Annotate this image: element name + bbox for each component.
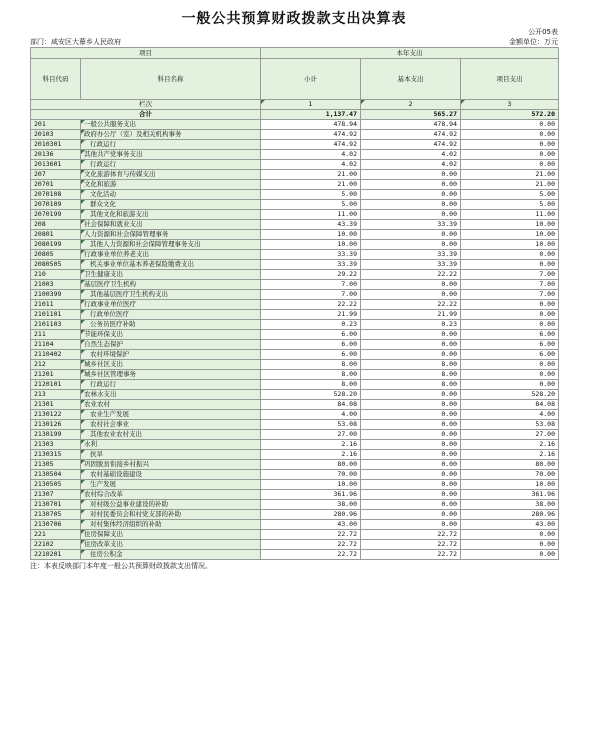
table-row (31, 160, 559, 170)
row-project: 361.96 (461, 490, 559, 500)
row-basic: 0.00 (361, 410, 461, 420)
row-subtotal: 4.00 (261, 410, 361, 420)
row-subtotal: 38.00 (261, 500, 361, 510)
row-basic: 0.00 (361, 340, 461, 350)
row-name: 一般公共服务支出 (81, 120, 261, 130)
row-name: 农村综合改革 (81, 490, 261, 500)
row-code: 21104 (31, 340, 81, 350)
table-row (31, 470, 559, 480)
row-code: 21011 (31, 300, 81, 310)
table-row (31, 240, 559, 250)
row-basic: 0.23 (361, 320, 461, 330)
table-row (31, 260, 559, 270)
table-row (31, 540, 559, 550)
table-row (31, 490, 559, 500)
row-project: 0.00 (461, 380, 559, 390)
row-name: 对村民委员会和村党支部的补助 (81, 510, 261, 520)
header-code: 科目代码 (31, 59, 81, 100)
row-project: 80.00 (461, 460, 559, 470)
row-subtotal: 10.00 (261, 480, 361, 490)
row-basic: 0.00 (361, 280, 461, 290)
row-subtotal: 43.39 (261, 220, 361, 230)
total-project: 572.20 (461, 110, 559, 120)
row-code: 20136 (31, 150, 81, 160)
row-subtotal: 6.00 (261, 340, 361, 350)
row-name: 社会保障和就业支出 (81, 220, 261, 230)
row-basic: 0.00 (361, 350, 461, 360)
table-row (31, 430, 559, 440)
header-project-expense: 项目支出 (461, 59, 559, 100)
table-row (31, 270, 559, 280)
row-name: 农村社会事业 (81, 420, 261, 430)
table-row (31, 200, 559, 210)
row-code: 210 (31, 270, 81, 280)
row-basic: 0.00 (361, 430, 461, 440)
row-subtotal: 10.00 (261, 240, 361, 250)
row-basic: 0.00 (361, 480, 461, 490)
row-code: 2130705 (31, 510, 81, 520)
row-subtotal: 22.72 (261, 540, 361, 550)
row-subtotal: 6.00 (261, 330, 361, 340)
row-code: 2130199 (31, 430, 81, 440)
row-basic: 0.00 (361, 180, 461, 190)
table-row (31, 310, 559, 320)
row-subtotal: 478.94 (261, 120, 361, 130)
row-code: 2130701 (31, 500, 81, 510)
row-code: 2130505 (31, 480, 81, 490)
row-name: 农村基础设施建设 (81, 470, 261, 480)
table-row (31, 370, 559, 380)
row-code: 2130126 (31, 420, 81, 430)
table-row (31, 550, 559, 560)
row-name: 人力资源和社会保障管理事务 (81, 230, 261, 240)
row-basic: 33.39 (361, 250, 461, 260)
row-name: 抗旱 (81, 450, 261, 460)
row-project: 0.00 (461, 550, 559, 560)
row-name: 农业生产发展 (81, 410, 261, 420)
row-project: 7.00 (461, 270, 559, 280)
row-code: 21201 (31, 370, 81, 380)
row-subtotal: 22.72 (261, 530, 361, 540)
table-row (31, 230, 559, 240)
row-code: 2130504 (31, 470, 81, 480)
row-name: 农村环境保护 (81, 350, 261, 360)
row-project: 2.16 (461, 440, 559, 450)
row-project: 0.00 (461, 140, 559, 150)
row-basic: 0.00 (361, 450, 461, 460)
row-code: 20801 (31, 230, 81, 240)
row-subtotal: 21.99 (261, 310, 361, 320)
row-project: 0.00 (461, 250, 559, 260)
row-code: 2070109 (31, 200, 81, 210)
row-basic: 8.00 (361, 380, 461, 390)
row-basic: 0.00 (361, 190, 461, 200)
row-project: 7.00 (461, 290, 559, 300)
row-name: 文化活动 (81, 190, 261, 200)
row-name: 文化和旅游 (81, 180, 261, 190)
report-title: 一般公共预算财政拨款支出决算表 (181, 11, 407, 27)
row-subtotal: 43.00 (261, 520, 361, 530)
seq-2: 2 (361, 100, 461, 110)
seq-1: 1 (261, 100, 361, 110)
row-name: 基层医疗卫生机构 (81, 280, 261, 290)
row-basic: 474.92 (361, 130, 461, 140)
row-subtotal: 5.00 (261, 190, 361, 200)
row-subtotal: 11.00 (261, 210, 361, 220)
table-row (31, 150, 559, 160)
row-project: 43.00 (461, 520, 559, 530)
row-basic: 0.00 (361, 390, 461, 400)
table-row (31, 480, 559, 490)
row-project: 0.00 (461, 120, 559, 130)
row-name: 其他人力资源和社会保障管理事务支出 (81, 240, 261, 250)
row-basic: 33.39 (361, 220, 461, 230)
row-code: 21307 (31, 490, 81, 500)
table-row (31, 210, 559, 220)
row-subtotal: 53.08 (261, 420, 361, 430)
row-basic: 478.94 (361, 120, 461, 130)
row-subtotal: 361.96 (261, 490, 361, 500)
row-project: 10.00 (461, 480, 559, 490)
row-name: 其他基层医疗卫生机构支出 (81, 290, 261, 300)
row-project: 27.00 (461, 430, 559, 440)
row-subtotal: 8.00 (261, 360, 361, 370)
row-code: 211 (31, 330, 81, 340)
row-basic: 0.00 (361, 290, 461, 300)
table-row (31, 530, 559, 540)
row-project: 10.00 (461, 220, 559, 230)
row-basic: 0.00 (361, 460, 461, 470)
table-row (31, 420, 559, 430)
row-project: 0.00 (461, 310, 559, 320)
row-subtotal: 21.00 (261, 170, 361, 180)
table-row (31, 410, 559, 420)
table-row (31, 450, 559, 460)
row-basic: 4.02 (361, 160, 461, 170)
row-subtotal: 29.22 (261, 270, 361, 280)
table-row (31, 510, 559, 520)
row-subtotal: 22.72 (261, 550, 361, 560)
table-row (31, 140, 559, 150)
row-name: 其他农业农村支出 (81, 430, 261, 440)
row-code: 2013601 (31, 160, 81, 170)
row-project: 6.00 (461, 350, 559, 360)
row-basic: 0.00 (361, 240, 461, 250)
row-basic: 0.00 (361, 520, 461, 530)
row-code: 2210201 (31, 550, 81, 560)
row-subtotal: 10.00 (261, 230, 361, 240)
header-subtotal: 小计 (261, 59, 361, 100)
table-row (31, 120, 559, 130)
row-project: 0.00 (461, 540, 559, 550)
row-subtotal: 5.00 (261, 200, 361, 210)
row-subtotal: 8.00 (261, 380, 361, 390)
table-row (31, 390, 559, 400)
seq-3: 3 (461, 100, 559, 110)
row-basic: 0.00 (361, 330, 461, 340)
row-basic: 8.00 (361, 370, 461, 380)
row-code: 2080505 (31, 260, 81, 270)
row-name: 行政事业单位医疗 (81, 300, 261, 310)
row-basic: 0.00 (361, 440, 461, 450)
row-basic: 0.00 (361, 400, 461, 410)
row-code: 20701 (31, 180, 81, 190)
row-subtotal: 474.92 (261, 130, 361, 140)
row-subtotal: 21.00 (261, 180, 361, 190)
table-row (31, 500, 559, 510)
row-project: 5.00 (461, 200, 559, 210)
row-code: 21003 (31, 280, 81, 290)
row-name: 水利 (81, 440, 261, 450)
row-subtotal: 280.96 (261, 510, 361, 520)
row-project: 21.00 (461, 170, 559, 180)
row-code: 20805 (31, 250, 81, 260)
row-project: 7.00 (461, 280, 559, 290)
row-code: 21303 (31, 440, 81, 450)
row-basic: 0.00 (361, 490, 461, 500)
row-subtotal: 33.39 (261, 260, 361, 270)
header-name: 科目名称 (81, 59, 261, 100)
row-project: 0.00 (461, 360, 559, 370)
row-project: 280.96 (461, 510, 559, 520)
row-name: 住房保障支出 (81, 530, 261, 540)
row-project: 0.00 (461, 300, 559, 310)
row-code: 2110402 (31, 350, 81, 360)
row-subtotal: 8.00 (261, 370, 361, 380)
row-basic: 22.22 (361, 270, 461, 280)
row-subtotal: 70.00 (261, 470, 361, 480)
row-code: 208 (31, 220, 81, 230)
row-project: 6.00 (461, 340, 559, 350)
row-name: 对村级公益事业建设的补助 (81, 500, 261, 510)
row-subtotal: 4.02 (261, 160, 361, 170)
table-row (31, 170, 559, 180)
row-name: 其他共产党事务支出 (81, 150, 261, 160)
row-code: 2101103 (31, 320, 81, 330)
expenditure-table (30, 47, 559, 560)
row-basic: 0.00 (361, 170, 461, 180)
seq-label: 栏次 (31, 100, 261, 110)
row-project: 38.00 (461, 500, 559, 510)
total-basic: 565.27 (361, 110, 461, 120)
row-subtotal: 2.16 (261, 440, 361, 450)
row-subtotal: 0.23 (261, 320, 361, 330)
row-code: 22102 (31, 540, 81, 550)
header-current-year: 本年支出 (261, 48, 559, 59)
row-name: 其他文化和旅游支出 (81, 210, 261, 220)
table-row (31, 130, 559, 140)
row-code: 21305 (31, 460, 81, 470)
row-subtotal: 80.00 (261, 460, 361, 470)
row-name: 城乡社区支出 (81, 360, 261, 370)
row-name: 节能环保支出 (81, 330, 261, 340)
row-name: 生产发展 (81, 480, 261, 490)
row-subtotal: 528.20 (261, 390, 361, 400)
row-basic: 8.00 (361, 360, 461, 370)
row-name: 自然生态保护 (81, 340, 261, 350)
row-name: 行政运行 (81, 380, 261, 390)
table-row (31, 320, 559, 330)
row-name: 对村集体经济组织的补助 (81, 520, 261, 530)
table-row (31, 290, 559, 300)
row-name: 行政事业单位养老支出 (81, 250, 261, 260)
row-basic: 21.99 (361, 310, 461, 320)
row-name: 文化旅游体育与传媒支出 (81, 170, 261, 180)
row-basic: 33.39 (361, 260, 461, 270)
table-row (31, 360, 559, 370)
row-project: 11.00 (461, 210, 559, 220)
row-subtotal: 2.16 (261, 450, 361, 460)
row-name: 群众文化 (81, 200, 261, 210)
row-basic: 22.72 (361, 530, 461, 540)
table-row (31, 520, 559, 530)
row-code: 2070199 (31, 210, 81, 220)
table-row (31, 440, 559, 450)
table-row (31, 330, 559, 340)
row-basic: 22.22 (361, 300, 461, 310)
row-code: 2010301 (31, 140, 81, 150)
row-subtotal: 22.22 (261, 300, 361, 310)
row-name: 农林水支出 (81, 390, 261, 400)
unit-label: 金额单位：万元 (509, 38, 558, 46)
table-row (31, 340, 559, 350)
row-subtotal: 6.00 (261, 350, 361, 360)
row-code: 2100399 (31, 290, 81, 300)
row-project: 0.00 (461, 150, 559, 160)
row-name: 政府办公厅（室）及相关机构事务 (81, 130, 261, 140)
row-subtotal: 7.00 (261, 280, 361, 290)
row-project: 10.00 (461, 230, 559, 240)
row-basic: 22.72 (361, 540, 461, 550)
row-name: 公务员医疗补助 (81, 320, 261, 330)
row-name: 行政单位医疗 (81, 310, 261, 320)
row-subtotal: 33.39 (261, 250, 361, 260)
table-row (31, 280, 559, 290)
row-project: 4.00 (461, 410, 559, 420)
report-sheet (30, 10, 558, 571)
row-code: 2130706 (31, 520, 81, 530)
row-name: 行政运行 (81, 160, 261, 170)
row-project: 53.08 (461, 420, 559, 430)
sheet-number: 公开05表 (528, 28, 558, 36)
header-basic: 基本支出 (361, 59, 461, 100)
row-name: 农业农村 (81, 400, 261, 410)
row-project: 10.00 (461, 240, 559, 250)
row-basic: 474.92 (361, 140, 461, 150)
table-row (31, 220, 559, 230)
row-project: 6.00 (461, 330, 559, 340)
row-name: 巩固脱贫衔接乡村振兴 (81, 460, 261, 470)
row-project: 84.08 (461, 400, 559, 410)
row-subtotal: 4.02 (261, 150, 361, 160)
row-code: 21301 (31, 400, 81, 410)
row-code: 201 (31, 120, 81, 130)
row-subtotal: 7.00 (261, 290, 361, 300)
row-project: 0.00 (461, 260, 559, 270)
total-subtotal: 1,137.47 (261, 110, 361, 120)
row-project: 2.16 (461, 450, 559, 460)
row-project: 0.00 (461, 160, 559, 170)
row-name: 机关事业单位基本养老保险缴费支出 (81, 260, 261, 270)
row-project: 0.00 (461, 530, 559, 540)
row-code: 221 (31, 530, 81, 540)
row-code: 207 (31, 170, 81, 180)
row-basic: 0.00 (361, 210, 461, 220)
table-row (31, 350, 559, 360)
row-basic: 0.00 (361, 500, 461, 510)
report-meta (30, 37, 558, 47)
row-name: 城乡社区管理事务 (81, 370, 261, 380)
row-project: 70.00 (461, 470, 559, 480)
row-name: 行政运行 (81, 140, 261, 150)
row-code: 2130122 (31, 410, 81, 420)
row-project: 0.00 (461, 320, 559, 330)
row-code: 2070108 (31, 190, 81, 200)
table-row (31, 190, 559, 200)
total-label: 合计 (31, 110, 261, 120)
row-code: 212 (31, 360, 81, 370)
row-subtotal: 27.00 (261, 430, 361, 440)
row-code: 2101101 (31, 310, 81, 320)
table-row (31, 250, 559, 260)
footnote: 注：本表反映部门本年度一般公共预算财政拨款支出情况。 (30, 562, 212, 570)
row-basic: 22.72 (361, 550, 461, 560)
row-basic: 0.00 (361, 230, 461, 240)
header-project: 项目 (31, 48, 261, 59)
row-code: 2120101 (31, 380, 81, 390)
row-code: 20103 (31, 130, 81, 140)
table-body (31, 120, 559, 560)
row-basic: 0.00 (361, 420, 461, 430)
table-row (31, 460, 559, 470)
row-code: 2130315 (31, 450, 81, 460)
row-basic: 0.00 (361, 200, 461, 210)
table-row (31, 300, 559, 310)
table-row (31, 380, 559, 390)
row-project: 21.00 (461, 180, 559, 190)
table-row (31, 180, 559, 190)
table-row (31, 400, 559, 410)
row-project: 0.00 (461, 130, 559, 140)
row-code: 213 (31, 390, 81, 400)
row-name: 住房公积金 (81, 550, 261, 560)
row-name: 住房改革支出 (81, 540, 261, 550)
row-basic: 0.00 (361, 470, 461, 480)
row-project: 528.20 (461, 390, 559, 400)
row-subtotal: 474.92 (261, 140, 361, 150)
row-subtotal: 84.08 (261, 400, 361, 410)
row-project: 0.00 (461, 370, 559, 380)
department-label: 部门：咸安区大幕乡人民政府 (30, 38, 121, 46)
row-basic: 4.02 (361, 150, 461, 160)
row-name: 卫生健康支出 (81, 270, 261, 280)
row-code: 2080199 (31, 240, 81, 250)
row-project: 5.00 (461, 190, 559, 200)
row-basic: 0.00 (361, 510, 461, 520)
